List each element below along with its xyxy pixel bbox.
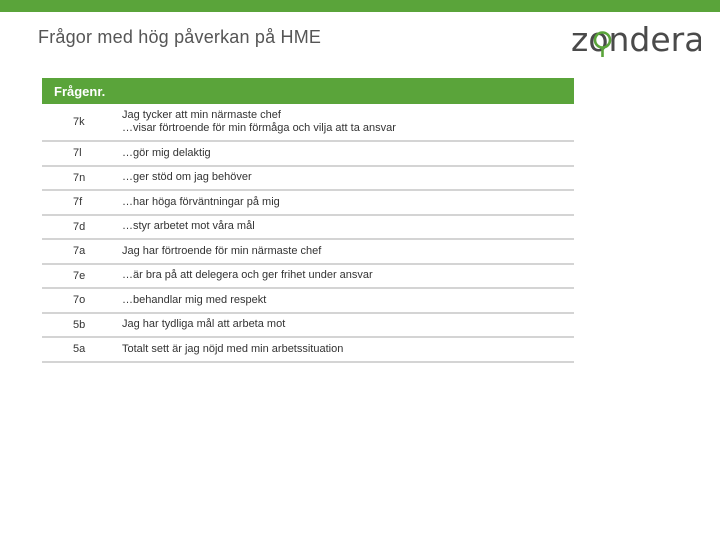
table-row: [42, 314, 574, 339]
question-text-line: Totalt sett är jag nöjd med min arbetssituation: [122, 342, 344, 355]
question-text-line: …styr arbetet mot våra mål: [122, 220, 255, 233]
question-number: 7l: [73, 147, 82, 160]
table-row: [42, 265, 574, 290]
table-row: [42, 338, 574, 363]
question-text-line: …har höga förväntningar på mig: [122, 195, 280, 208]
question-text: [122, 294, 574, 307]
table-row: [42, 191, 574, 216]
zondera-logo-mark: [571, 22, 701, 62]
question-text: [122, 318, 574, 331]
question-text: [122, 269, 574, 282]
question-text: [122, 245, 574, 258]
question-text-line: …ger stöd om jag behöver: [122, 171, 252, 184]
table-row: [42, 142, 574, 167]
question-text-line: Jag har tydliga mål att arbeta mot: [122, 318, 286, 331]
zondera-logo-text: zondera: [571, 22, 701, 59]
question-number: 5b: [73, 318, 86, 331]
table-row: [42, 289, 574, 314]
question-text-line: Jag har förtroende för min närmaste chef: [122, 244, 322, 257]
question-text-line: Jag tycker att min närmaste chef: [122, 109, 281, 121]
question-text: [122, 171, 574, 184]
question-text: [122, 196, 574, 209]
table-row: [42, 167, 574, 192]
table-header: Frågenr.: [42, 78, 574, 104]
question-number: 7e: [73, 269, 86, 282]
question-text: [122, 343, 574, 356]
table-row: [42, 104, 574, 142]
question-text-line: …är bra på att delegera och ger frihet under ansvar: [122, 269, 373, 282]
question-number: 7o: [73, 294, 86, 307]
question-text-line: …behandlar mig med respekt: [122, 293, 267, 306]
question-text-line: …gör mig delaktig: [122, 146, 211, 159]
table-body: [42, 104, 574, 363]
table-row: [42, 240, 574, 265]
table-row: [42, 216, 574, 241]
question-text: [122, 109, 574, 135]
question-text-line: …visar förtroende för min förmåga och vilja att ta ansvar: [122, 122, 396, 134]
question-number: 5a: [73, 343, 86, 356]
question-number: 7d: [73, 220, 86, 233]
top-accent-bar: [0, 0, 720, 12]
slide-title: Frågor med hög påverkan på HME: [38, 27, 322, 47]
zondera-logo: [571, 22, 701, 62]
question-number: 7f: [73, 196, 83, 209]
question-number: 7n: [73, 171, 86, 184]
question-text: [122, 220, 574, 233]
questions-table: [42, 78, 574, 363]
question-number: 7k: [73, 116, 85, 128]
question-text: [122, 147, 574, 160]
question-number: 7a: [73, 245, 86, 258]
